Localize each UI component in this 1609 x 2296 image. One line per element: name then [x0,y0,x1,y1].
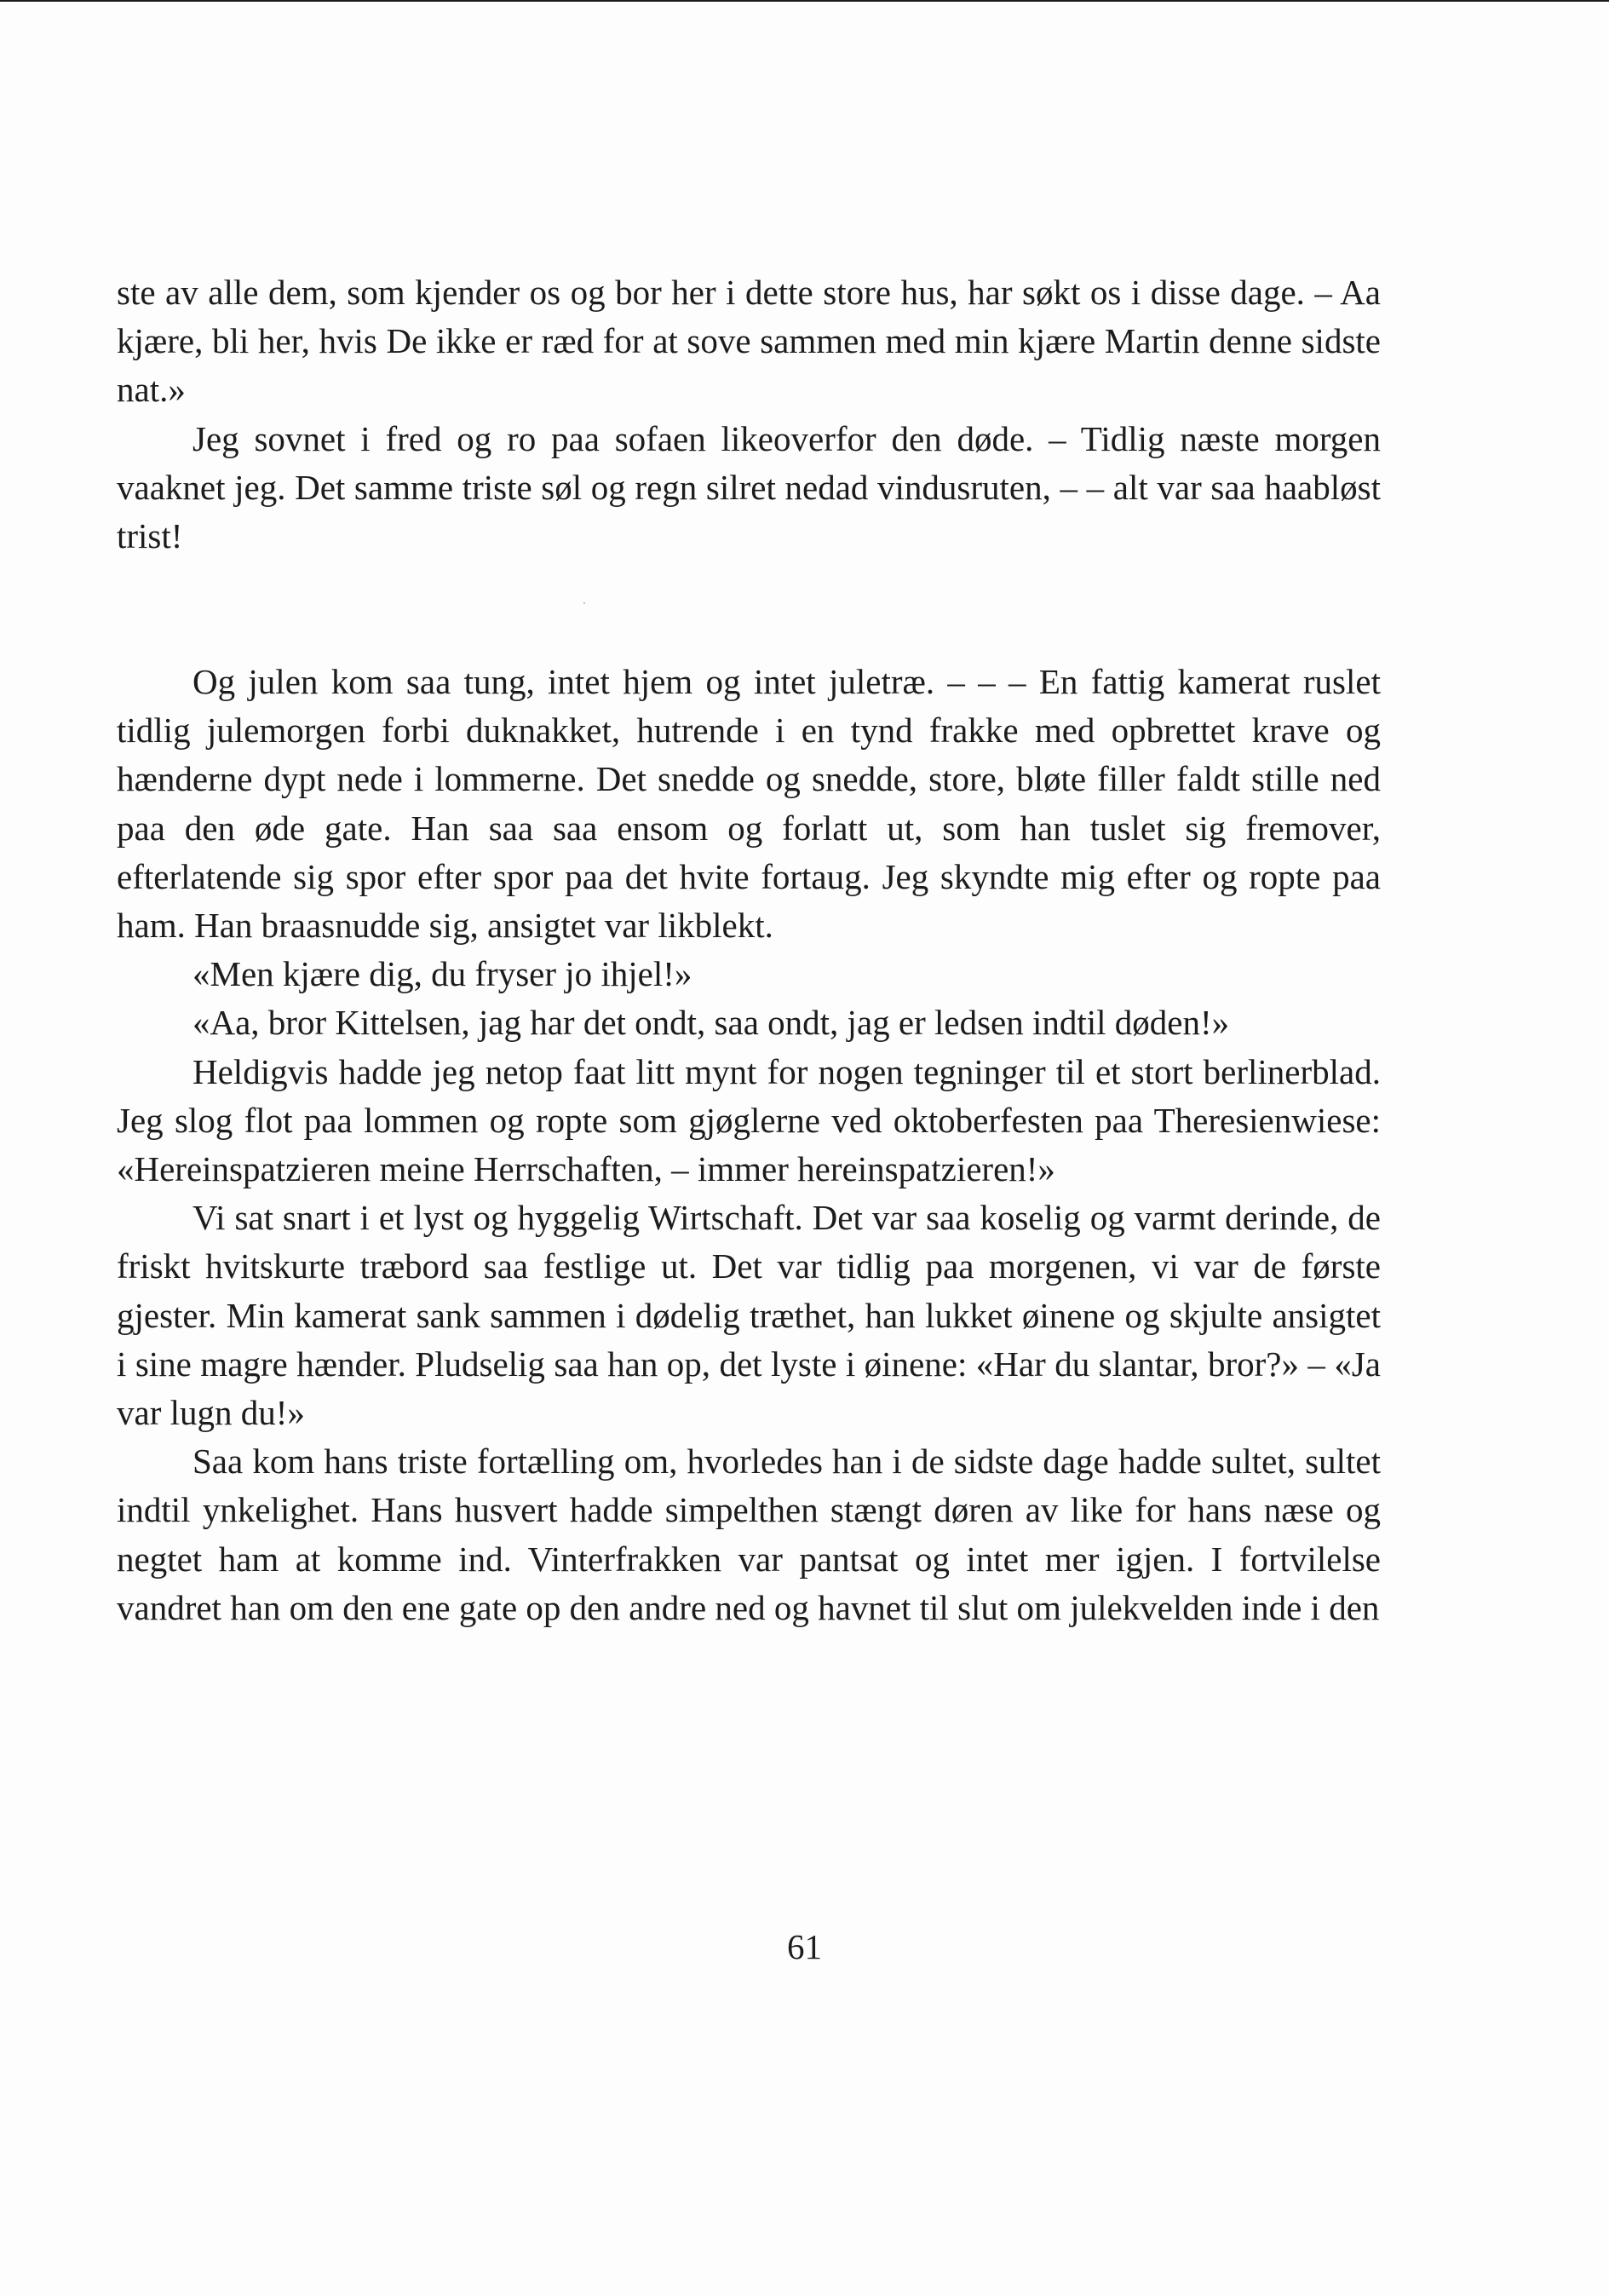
paragraph: Jeg sovnet i fred og ro paa sofaen likeoverfor den døde. – Tidlig næste morgen vaaknet jeg. Det samme triste søl og regn silret nedad vindusruten, – – alt var saa haabløst trist! [117,418,1381,556]
paragraph: Heldigvis hadde jeg netop faat litt mynt for nogen tegninger til et stort berlinerblad. Jeg slog flot paa lommen og ropte som gjøglerne ved oktoberfesten paa Theresienwiese: «Hereinspatzieren meine Herrschaften, – immer hereinspatzieren!» [117,1051,1381,1189]
paragraph: ste av alle dem, som kjender os og bor her i dette store hus, har søkt os i disse dage. – Aa kjære, bli her, hvis De ikke er ræd for at sove sammen med min kjære Martin denne sidste nat.» [117,273,1381,410]
print-speck [583,602,585,604]
paragraph: «Aa, bror Kittelsen, jag har det ondt, saa ondt, jag er ledsen indtil døden!» [193,1003,1230,1043]
paragraph: «Men kjære dig, du fryser jo ihjel!» [193,954,692,994]
paragraph: Vi sat snart i et lyst og hyggelig Wirtschaft. Det var saa koselig og varmt derinde, de friskt hvitskurte træbord saa festlige ut. Det var tidlig paa morgenen, vi var de første gjester. Min kamerat sank sammen i dødelig træthet, han lukket øinene og skjulte ansigtet i sine magre hænder. Pludselig saa han op, det lyste i øinene: «Har du slantar, bror?» – «Ja var lugn du!» [117,1198,1381,1433]
text-section-top [117,268,1381,561]
page-number: 61 [787,1927,822,1966]
paragraph: Og julen kom saa tung, intet hjem og intet juletræ. – – – En fattig kamerat ruslet tidlig julemorgen forbi duknakket, hutrende i en tynd frakke med opbrettet krave og hænderne dypt nede i lommerne. Det snedde og snedde, store, bløte filler faldt stille ned paa den øde gate. Han saa saa ensom og forlatt ut, som han tuslet sig fremover, efterlatende sig spor efter spor paa det hvite fortaug. Jeg skyndte mig efter og ropte paa ham. Han braasnudde sig, ansigtet var likblekt. [117,662,1381,946]
text-section-bottom [117,658,1381,1632]
paragraph: Saa kom hans triste fortælling om, hvorledes han i de sidste dage hadde sultet, sultet indtil ynkelighet. Hans husvert hadde simpelthen stængt døren av like for hans næse og negtet ham at komme ind. Vinterfrakken var pantsat og intet mer igjen. I fortvilelse vandret han om den ene gate op den andre ned og havnet til slut om julekvelden inde i den [117,1441,1381,1627]
